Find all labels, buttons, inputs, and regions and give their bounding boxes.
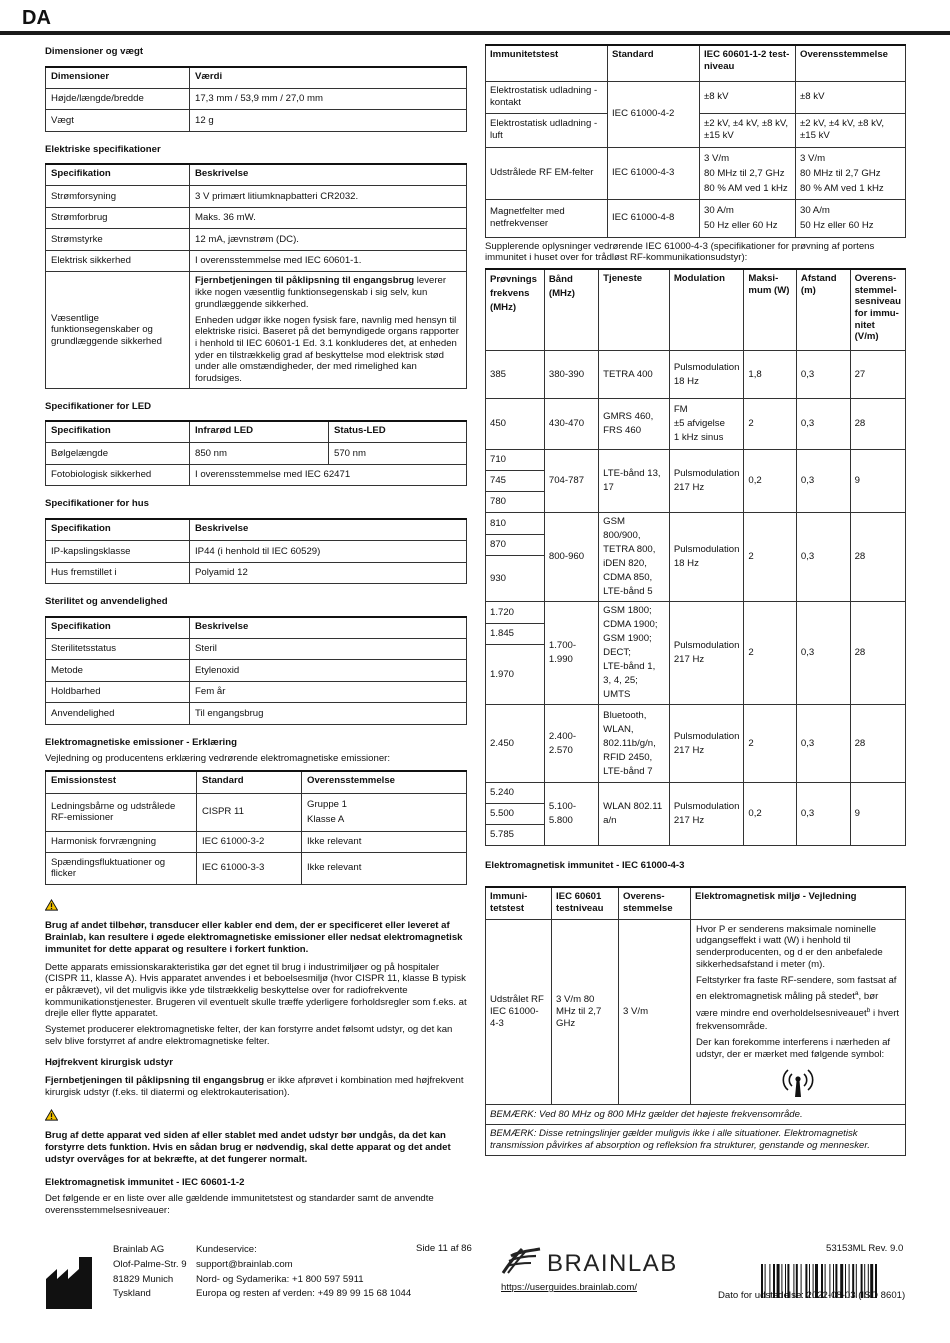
- emissions-section: [45, 737, 467, 885]
- table-row: 450 430-470 GMRS 460, FRS 460 FM ±5 afvigelse 1 kHz sinus 2 0,3 28: [486, 399, 906, 450]
- language-code: DA: [22, 7, 51, 29]
- dimensions-section: [45, 46, 467, 132]
- immunity-table: [485, 44, 906, 238]
- table-row: 5.240 5.100- 5.800 WLAN 802.11 a/n Pulsmodulation 217 Hz 0,2 0,3 9: [486, 783, 906, 804]
- table-row: Højde/længde/bredde 17,3 mm / 53,9 mm / 27,0 mm: [46, 88, 467, 110]
- emissions-intro: Vejledning og producentens erklæring vedrørende elektromagnetiske emissioner:: [45, 752, 391, 764]
- emissions-table: [45, 770, 467, 885]
- col-header: Modulation: [669, 269, 744, 351]
- col-header: Specifikation: [46, 519, 190, 541]
- table-row: Elektrostatisk udladning - luft ±2 kV, ±4 kV, ±8 kV, ±15 kV ±2 kV, ±4 kV, ±8 kV, ±15 kV: [486, 113, 906, 147]
- warning-icon: [45, 899, 58, 911]
- table-row: Anvendelighed Til engangsbrug: [46, 703, 467, 725]
- col-header: IEC 60601-1-2 test-niveau: [700, 45, 796, 81]
- footer: [0, 1240, 950, 1343]
- brand-name: BRAINLAB: [547, 1250, 678, 1277]
- table-row: 5.785: [486, 825, 906, 846]
- table-row: Fotobiologisk sikkerhed I overensstemmelse med IEC 62471: [46, 464, 467, 486]
- table-row: Magnetfelter med netfrekvenser IEC 61000-4-8 30 A/m 50 Hz eller 60 Hz 30 A/m 50 Hz eller 60 Hz: [486, 199, 906, 237]
- rf-test-table: [485, 268, 906, 847]
- col-header: Overens-stemmelse: [619, 887, 691, 919]
- col-header: Afstand (m): [796, 269, 850, 351]
- sterility-table: [45, 616, 467, 725]
- col-header: Overens-stemmel-sesniveau for immu-nitet (V/m): [850, 269, 905, 351]
- table-row: 930: [486, 555, 906, 602]
- sterility-section: [45, 596, 467, 725]
- table-row: 1.970: [486, 644, 906, 705]
- immunity2-title: Elektromagnetisk immunitet - IEC 61000-4-3: [485, 860, 685, 872]
- table-row: Elektrostatisk udladning - kontakt IEC 61000-4-2 ±8 kV ±8 kV: [486, 81, 906, 113]
- sterility-title: Sterilitet og anvendelighed: [45, 596, 168, 608]
- electrical-section: [45, 144, 467, 389]
- table-row: Strømforbrug Maks. 36 mW.: [46, 207, 467, 229]
- table-row: IP-kapslingsklasse IP44 (i henhold til IEC 60529): [46, 541, 467, 563]
- table-row: 710 704-787 LTE-bånd 13, 17 Pulsmodulation 217 Hz 0,2 0,3 9: [486, 450, 906, 471]
- supplement-text: Supplerende oplysninger vedrørende IEC 61000-4-3 (specifikationer for prøvning af portens immunitet i huset over for trådløst RF-kommunikationsudstyr):: [485, 240, 875, 264]
- table-row: 5.500: [486, 804, 906, 825]
- page-number: Side 11 af 86: [416, 1243, 472, 1254]
- col-header: Emissionstest: [46, 771, 197, 793]
- warning-text-stacking: Brug af dette apparat ved siden af eller stablet med andet udstyr bør undgås, da det kan forstyrre dets funktion. Hvis en sådan brug er nødvendig, skal dette apparat og det andet udstyr overvåges for at bekræfte, at det fungerer normalt.: [45, 1130, 451, 1165]
- col-header: Elektromagnetisk miljø - Vejledning: [691, 887, 906, 919]
- document-number: 53153ML Rev. 9.0: [826, 1243, 904, 1254]
- table-row: Udstrålede RF EM-felter IEC 61000-4-3 3 V/m 80 MHz til 2,7 GHz 80 % AM ved 1 kHz 3 V/m 80 MHz til 2,7 GHz 80 % AM ved 1 kHz: [486, 147, 906, 199]
- col-header: Infrarød LED: [190, 421, 329, 443]
- table-row: Metode Etylenoxid: [46, 660, 467, 682]
- table-row: Strømforsyning 3 V primært litiumknapbatteri CR2032.: [46, 186, 467, 208]
- col-header: Specifikation: [46, 617, 190, 639]
- rf-transmitter-icon: [778, 1064, 818, 1098]
- col-header: Overensstemmelse: [796, 45, 906, 81]
- col-header: Maksi-mum (W): [744, 269, 796, 351]
- table-row: 745: [486, 471, 906, 492]
- electrical-table: [45, 163, 467, 388]
- immunity-intro-text: Det følgende er en liste over alle gældende immunitetstest og standarder samt de anvendte overensstemmelsesniveauer:: [45, 1193, 434, 1216]
- hf-title: Højfrekvent kirurgisk udstyr: [45, 1057, 173, 1069]
- interference-text: Systemet producerer elektromagnetiske felter, der kan forstyrre andet følsomt udstyr, og det kan selv blive forstyrret af andre elektromagnetiske felter.: [45, 1024, 453, 1047]
- userguides-link[interactable]: https://userguides.brainlab.com/: [501, 1282, 637, 1293]
- table-row: Sterilitetsstatus Steril: [46, 638, 467, 660]
- col-header: Beskrivelse: [190, 164, 467, 186]
- manufacturer-icon: [46, 1257, 92, 1309]
- hf-text: Fjernbetjeningen til påklipsning til engangsbrug er ikke afprøvet i kombination med højfrekvent kirurgisk udstyr (f.eks. til diatermi og elektrokauterisation).: [45, 1075, 464, 1098]
- col-header: IEC 60601 testniveau: [552, 887, 619, 919]
- immunity2-table: [485, 886, 906, 1156]
- table-row: BEMÆRK: Disse retningslinjer gælder muligvis ikke i alle situationer. Elektromagnetisk transmission påvirkes af absorption og refleksion fra strukturer, genstande og mennesker.: [486, 1125, 906, 1155]
- dimensions-table: [45, 66, 467, 132]
- table-row: Elektrisk sikkerhed I overensstemmelse med IEC 60601-1.: [46, 250, 467, 272]
- warning-text-accessories: Brug af andet tilbehør, transducer eller kabler end dem, der er specificeret eller leveret af Brainlab, kan resultere i øgede elektromagnetiske emissioner eller nedsat elektromagnetisk immunitet for dette apparat og resultere i forkert funktion.: [45, 920, 463, 955]
- brainlab-logo-icon: [500, 1242, 544, 1276]
- customer-service: Kundeservice: support@brainlab.com Nord- og Sydamerika: +1 800 597 5911 Europa og resten af verden: +49 89 99 15 68 1044: [196, 1244, 412, 1300]
- col-header: Standard: [608, 45, 700, 81]
- table-row: Vægt 12 g: [46, 110, 467, 132]
- table-row: 1.845: [486, 623, 906, 644]
- led-section: [45, 401, 467, 487]
- col-header: Standard: [197, 771, 302, 793]
- table-row: 810 800-960 GSM 800/900, TETRA 800, iDEN 820, CDMA 850, LTE-bånd 5 Pulsmodulation 18 Hz 2 0,3 28: [486, 513, 906, 534]
- table-row: 780: [486, 492, 906, 513]
- table-row: Strømstyrke 12 mA, jævnstrøm (DC).: [46, 229, 467, 251]
- table-row: Hus fremstillet i Polyamid 12: [46, 562, 467, 584]
- table-row: 870: [486, 534, 906, 555]
- immunity-intro-title: Elektromagnetisk immunitet - IEC 60601-1-2: [45, 1177, 245, 1189]
- table-row: 1.720 1.700- 1.990 GSM 1800; CDMA 1900; GSM 1900; DECT; LTE-bånd 1, 3, 4, 25; UMTS Pulsmodulation 217 Hz 2 0,3 28: [486, 602, 906, 623]
- table-row: 2.450 2.400- 2.570 Bluetooth, WLAN, 802.11b/g/n, RFID 2450, LTE-bånd 7 Pulsmodulation 217 Hz 2 0,3 28: [486, 705, 906, 783]
- table-row: BEMÆRK: Ved 80 MHz og 800 MHz gælder det højeste frekvensområde.: [486, 1105, 906, 1125]
- col-header: Overensstemmelse: [302, 771, 467, 793]
- table-row: Væsentlige funktionsegenskaber og grundlæggende sikkerhed Fjernbetjeningen til påklipsning til engangsbrug leverer ikke nogen væsentlig funktionsegenskab i sig selv, kun grundlæggende sikkerhed. Enheden udgør ikke nogen fysisk fare, navnlig med hensyn til elektriske risici. Baseret på det bemyndigede organs rapporter i henhold til IEC 60601-1 Ed. 3.1 konkluderes det, at enheden yder en tilstrækkelig grad af beskyttelse mod elektrisk stød under alle omstændigheder, der med rimelighed kan forudsiges.: [46, 272, 467, 388]
- table-row: Harmonisk forvrængning IEC 61000-3-2 Ikke relevant: [46, 831, 467, 852]
- emissions-title: Elektromagnetiske emissioner - Erklæring: [45, 736, 237, 748]
- col-header: Beskrivelse: [190, 617, 467, 639]
- emission-class-text: Dette apparats emissionskarakteristika gør det egnet til brug i industrimiljøer og på hospitaler (CISPR 11, klasse A). Hvis apparatet anvendes i et beboelsesmiljø (hvor CISPR 11, klasse B typisk er påkrævet), vil det muligvis ikke yde tilstrækkelig beskyttelse over for radiofrekvente kommunikationstjenester. Brugeren vil eventuelt skulle træffe yderligere forholdsregler som f.eks. at drejle eller flytte apparatet.: [45, 961, 467, 1020]
- led-table: [45, 420, 467, 486]
- col-header: Immunitetstest: [486, 45, 608, 81]
- col-header: Beskrivelse: [190, 519, 467, 541]
- col-header: Specifikation: [46, 421, 190, 443]
- col-header: Værdi: [190, 67, 467, 89]
- table-row: Ledningsbårne og udstrålede RF-emissioner CISPR 11 Gruppe 1 Klasse A: [46, 793, 467, 831]
- housing-section: [45, 498, 467, 584]
- col-header: Specifikation: [46, 164, 190, 186]
- table-row: Spændingsfluktuationer og flicker IEC 61000-3-3 Ikke relevant: [46, 852, 467, 884]
- led-title: Specifikationer for LED: [45, 400, 152, 412]
- table-row: Bølgelængde 850 nm 570 nm: [46, 443, 467, 465]
- table-row: 385 380-390 TETRA 400 Pulsmodulation 18 Hz 1,8 0,3 27: [486, 351, 906, 399]
- col-header: Prøvnings frekvens (MHz): [486, 269, 545, 351]
- dimensions-title: Dimensioner og vægt: [45, 46, 144, 57]
- col-header: Tjeneste: [599, 269, 670, 351]
- col-header: Status-LED: [329, 421, 467, 443]
- electrical-title: Elektriske specifikationer: [45, 143, 161, 155]
- col-header: Immuni-tetstest: [486, 887, 552, 919]
- table-row: Holdbarhed Fem år: [46, 681, 467, 703]
- left-column: [45, 46, 467, 1221]
- right-column: [485, 44, 906, 1156]
- warning-icon: [45, 1109, 58, 1121]
- header-rule: [0, 31, 950, 35]
- col-header: Bånd (MHz): [544, 269, 598, 351]
- housing-table: [45, 518, 467, 584]
- issue-date: Dato for udstedelse: 2022-08-03 (ISO 8601): [718, 1290, 906, 1301]
- table-row: Udstrålet RF IEC 61000-4-3 3 V/m 80 MHz til 2,7 GHz 3 V/m Hvor P er senderens maksimale nominelle udgangseffekt i watt (W) i henhold til senderproducenten, og d er den anbefalede sikkerhedsafstand i meter (m). Feltstyrker fra faste RF-sendere, som fastsat af en elektromagnetisk måling på stedet$^a$, bør være mindre end overholdelsesniveauet$^b$ i hvert frekvensområde. Der kan forekomme interferens i nærheden af udstyr, der er mærket med følgende symbol:: [486, 919, 906, 1105]
- col-header: Dimensioner: [46, 67, 190, 89]
- housing-title: Specifikationer for hus: [45, 498, 149, 510]
- manufacturer-address: Brainlab AG Olof-Palme-Str. 9 81829 Munich Tyskland: [113, 1244, 187, 1300]
